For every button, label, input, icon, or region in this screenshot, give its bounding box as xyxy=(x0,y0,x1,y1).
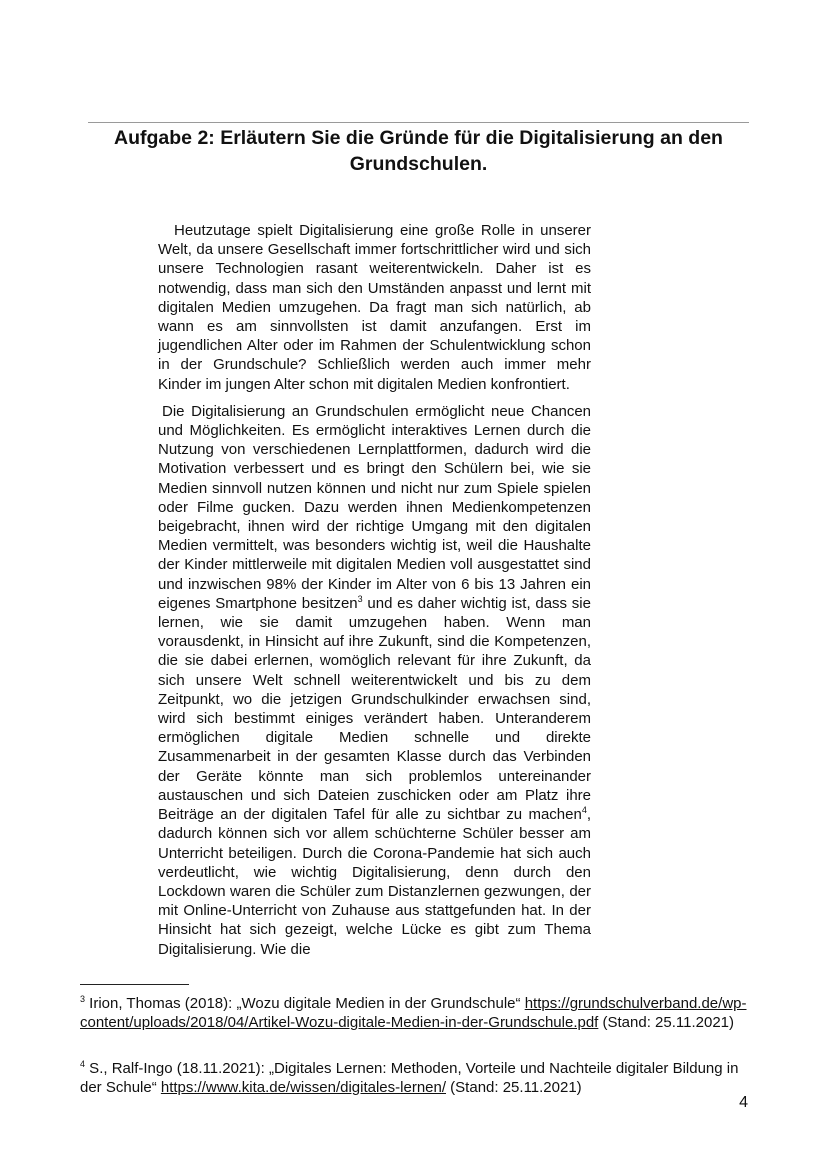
paragraph-main-part-1: Die Digitalisierung an Grundschulen ermöglicht neue Chancen und Möglichkeiten. Es ermöglicht interaktives Lernen durch die Nutzung von verschiedenen Lernplattformen, dadurch wird die Motivation verbessert und es bringt den Schülern bei, wie sie Medien sinnvoll nutzen können und nicht nur zum Spiele spielen oder Filme gucken. Dazu werden ihnen Medienkompetenzen beigebracht, ihnen wird der richtige Umgang mit den digitalen Medien vermittelt, was besonders wichtig ist, weil die Haushalte der Kinder mittlerweile mit digitalen Medien voll ausgestattet sind und inzwischen 98% der Kinder im Alter von 6 bis 13 Jahren ein eigenes Smartphone besitzen xyxy=(158,402,591,612)
paragraph-intro: Heutzutage spielt Digitalisierung eine große Rolle in unserer Welt, da unsere Gesellschaft immer fortschrittlicher wird und sich unsere Technologien rasant weiterentwickeln. Daher ist es notwendig, dass man sich den Umständen anpasst und lernt mit digitalen Medien umzugehen. Da fragt man sich natürlich, ab wann es am sinnvollsten ist damit anzufangen. Erst im jugendlichen Alter oder im Rahmen der Schulentwicklung schon in der Grundschule? Schließlich werden auch immer mehr Kinder im jungen Alter schon mit digitalen Medien konfrontiert. xyxy=(158,222,591,393)
footnote-4-link[interactable]: https://www.kita.de/wissen/digitales-lernen/ xyxy=(160,1079,447,1096)
page-title xyxy=(88,125,749,177)
footnote-3-number: 3 xyxy=(80,994,86,1004)
footnote-4 xyxy=(80,1059,760,1097)
footnote-separator xyxy=(80,984,189,985)
footnote-3-text: Irion, Thomas (2018): „Wozu digitale Medien in der Grundschule“ xyxy=(85,995,525,1012)
footnote-4-text: S., Ralf-Ingo (18.11.2021): „Digitales Lernen: Methoden, Vorteile und Nachteile digitaler Bildung in der Schule“ xyxy=(80,1060,739,1096)
footnote-ref-4[interactable]: 4 xyxy=(581,805,587,816)
footnote-3-link[interactable]: https://grundschulverband.de/wp-content/uploads/2018/04/Artikel-Wozu-digitale-Medien-in-der-Grundschule.pdf xyxy=(80,995,747,1031)
header-rule xyxy=(88,122,749,123)
page-number: 4 xyxy=(739,1094,748,1111)
footnote-3 xyxy=(80,994,760,1032)
paragraph-main xyxy=(158,402,591,959)
footnote-3-date: (Stand: 25.11.2021) xyxy=(598,1014,734,1031)
footnote-4-date: (Stand: 25.11.2021) xyxy=(446,1079,582,1096)
footnote-4-number: 4 xyxy=(80,1059,86,1069)
title-line-1: Aufgabe 2: Erläutern Sie die Gründe für die Digitalisierung an den xyxy=(114,127,723,149)
footnote-ref-3[interactable]: 3 xyxy=(357,593,363,604)
title-line-2: Grundschulen. xyxy=(349,153,488,175)
body-text xyxy=(158,221,591,967)
paragraph-main-part-3: , dadurch können sich vor allem schüchterne Schüler besser am Unterricht beteiligen. Durch die Corona-Pandemie hat sich auch verdeutlicht, wie wichtig Digitalisierung, denn durch den Lockdown waren die Schüler zum Distanzlernen gezwungen, der mit Online-Unterricht von Zuhause aus stattgefunden hat. In der Hinsicht hat sich gezeigt, welche Lücke es gibt zum Thema Digitalisierung. Wie die xyxy=(158,806,591,958)
paragraph-main-part-2: und es daher wichtig ist, dass sie lernen, wie sie damit umzugehen haben. Wenn man vorausdenkt, in Hinsicht auf ihre Zukunft, sind die Kompetenzen, die sie dabei erlernen, womöglich relevant für ihre Zukunft, da sich unsere Welt schnell weiterentwickelt und bis zu dem Zeitpunkt, wo die jetzigen Grundschulkinder erwachsen sind, wird sich bestimmt einiges verändert haben. Unteranderem ermöglichen digitale Medien schnelle und direkte Zusammenarbeit in der gesamten Klasse durch das Verbinden der Geräte könnte man sich problemlos untereinander austauschen und sich Dateien zuschicken oder am Platz ihre Beiträge an der digitalen Tafel für alle zu sichtbar zu machen xyxy=(158,594,591,824)
